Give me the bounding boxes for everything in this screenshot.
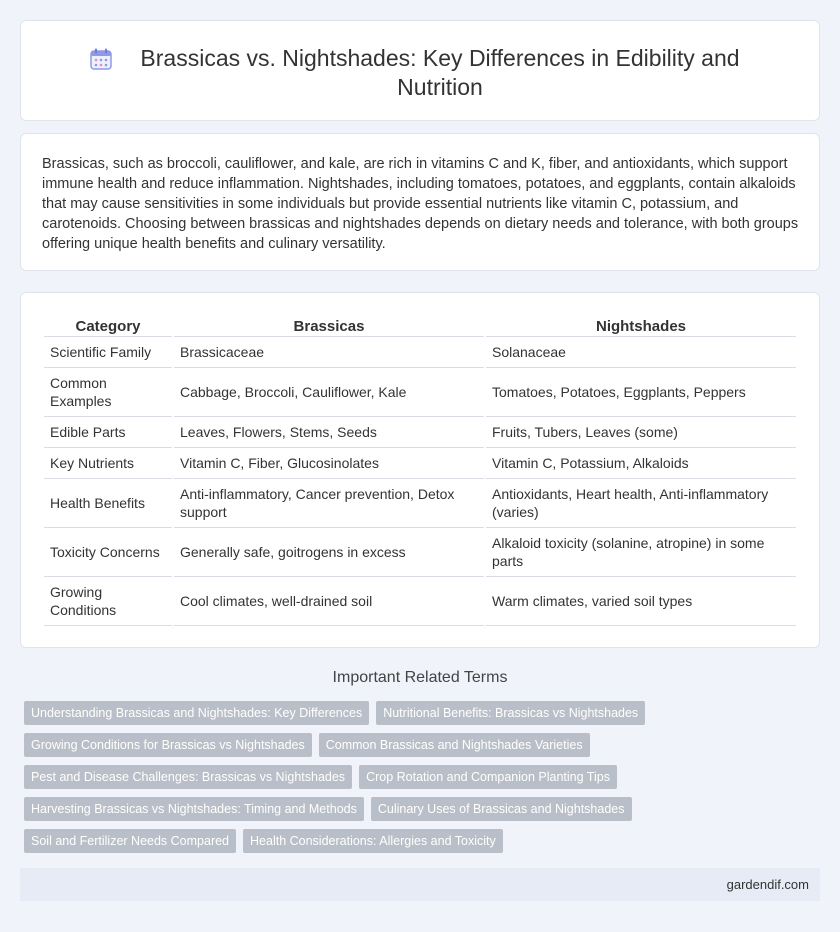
related-term-link[interactable]: Health Considerations: Allergies and Toxicity	[243, 829, 503, 853]
row-brassicas: Generally safe, goitrogens in excess	[174, 528, 484, 577]
table-row	[44, 479, 796, 528]
row-brassicas: Cabbage, Broccoli, Cauliflower, Kale	[174, 368, 484, 417]
intro-paragraph: Brassicas, such as broccoli, cauliflower, and kale, are rich in vitamins C and K, fiber, and antioxidants, which support immune health and reduce inflammation. Nightshades, including tomatoes, potatoes, and eggplants, contain alkaloids that may cause sensitivities in some individuals but provide essential nutrients like vitamin C, potassium, and carotenoids. Choosing between brassicas and nightshades depends on dietary needs and tolerance, with both groups offering unique health benefits and culinary versatility.	[42, 156, 799, 252]
table-row	[44, 528, 796, 577]
comparison-card	[20, 292, 820, 648]
related-terms-heading: Important Related Terms	[332, 669, 508, 686]
related-term-link[interactable]: Crop Rotation and Companion Planting Tips	[359, 765, 617, 789]
related-term-link[interactable]: Growing Conditions for Brassicas vs Nightshades	[24, 733, 312, 757]
row-brassicas: Cool climates, well-drained soil	[174, 577, 484, 626]
row-nightshades: Alkaloid toxicity (solanine, atropine) in some parts	[486, 528, 796, 577]
title-card	[20, 20, 820, 121]
row-nightshades: Antioxidants, Heart health, Anti-inflammatory (varies)	[486, 479, 796, 528]
row-nightshades: Vitamin C, Potassium, Alkaloids	[486, 448, 796, 479]
row-category: Edible Parts	[44, 417, 172, 448]
tag-row	[24, 733, 624, 757]
table-row	[44, 417, 796, 448]
header-category: Category	[44, 317, 172, 337]
table-row	[44, 448, 796, 479]
tag-row	[24, 829, 624, 853]
related-term-link[interactable]: Harvesting Brassicas vs Nightshades: Timing and Methods	[24, 797, 364, 821]
related-term-link[interactable]: Common Brassicas and Nightshades Varieties	[319, 733, 590, 757]
row-brassicas: Leaves, Flowers, Stems, Seeds	[174, 417, 484, 448]
table-row	[44, 577, 796, 626]
row-nightshades: Solanaceae	[486, 337, 796, 368]
footer	[20, 868, 820, 901]
row-nightshades: Tomatoes, Potatoes, Eggplants, Peppers	[486, 368, 796, 417]
related-terms-list	[24, 701, 639, 861]
row-brassicas: Anti-inflammatory, Cancer prevention, Detox support	[174, 479, 484, 528]
row-category: Growing Conditions	[44, 577, 172, 626]
related-term-link[interactable]: Soil and Fertilizer Needs Compared	[24, 829, 236, 853]
related-term-link[interactable]: Nutritional Benefits: Brassicas vs Nightshades	[376, 701, 645, 725]
row-category: Toxicity Concerns	[44, 528, 172, 577]
table-header-row	[44, 317, 796, 337]
row-nightshades: Warm climates, varied soil types	[486, 577, 796, 626]
tag-row	[24, 765, 624, 789]
row-category: Key Nutrients	[44, 448, 172, 479]
header-brassicas: Brassicas	[174, 317, 484, 337]
row-category: Health Benefits	[44, 479, 172, 528]
tag-row	[24, 701, 639, 725]
comparison-table	[42, 317, 798, 626]
intro-card	[20, 133, 820, 271]
row-category: Common Examples	[44, 368, 172, 417]
table-row	[44, 368, 796, 417]
tag-row	[24, 797, 624, 821]
page-title: Brassicas vs. Nightshades: Key Differences in Edibility and Nutrition	[140, 45, 740, 100]
related-term-link[interactable]: Understanding Brassicas and Nightshades: Key Differences	[24, 701, 369, 725]
related-term-link[interactable]: Pest and Disease Challenges: Brassicas vs Nightshades	[24, 765, 352, 789]
site-link[interactable]: gardendif.com	[726, 877, 809, 892]
row-brassicas: Brassicaceae	[174, 337, 484, 368]
row-brassicas: Vitamin C, Fiber, Glucosinolates	[174, 448, 484, 479]
table-row	[44, 337, 796, 368]
header-nightshades: Nightshades	[486, 317, 796, 337]
related-term-link[interactable]: Culinary Uses of Brassicas and Nightshades	[371, 797, 632, 821]
row-nightshades: Fruits, Tubers, Leaves (some)	[486, 417, 796, 448]
row-category: Scientific Family	[44, 337, 172, 368]
